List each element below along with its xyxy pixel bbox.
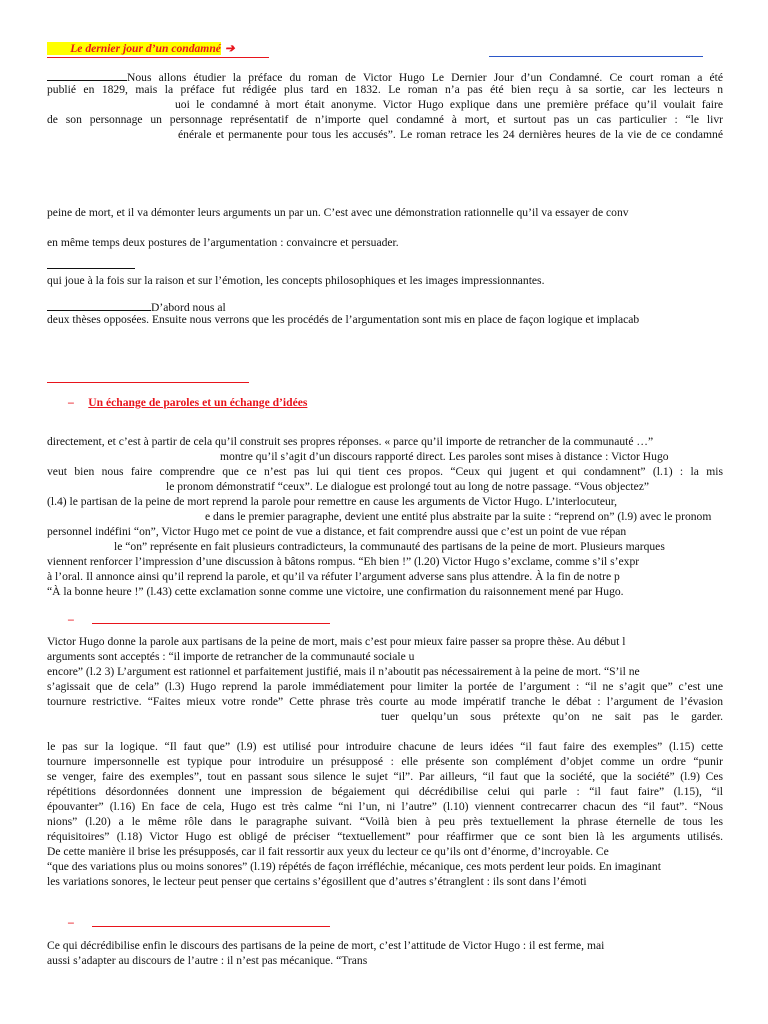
para2-line-1: peine de mort, et il va démonter leurs arguments un par un. C’est avec une démonstration rationnelle qu’il va essayer de conv: [47, 206, 629, 219]
s1-line-8: le “on” représente en fait plusieurs contradicteurs, la communauté des partisans de la peine de mort. Plusieurs marques: [114, 540, 665, 553]
intro-line-1: Nous allons étudier la préface du roman de Victor Hugo Le Dernier Jour d’un Condamné. Ce court roman a été: [47, 68, 723, 85]
section2-underline: [92, 623, 330, 624]
s1-line-4: le pronom démonstratif “ceux”. Le dialogue est prolongé tout au long de notre passage. “Vous objectez”: [166, 480, 650, 493]
s1-line-10: à l’oral. Il annonce ainsi qu’il reprend la parole, et qu’il va réfuter l’argument adverse sans plus attendre. À la fin de notre p: [47, 570, 620, 583]
section3-underline: [92, 926, 330, 927]
para3-line-1: qui joue à la fois sur la raison et sur l’émotion, les concepts philosophiques et les images impressionnantes.: [47, 274, 545, 287]
blue-rule: [489, 56, 703, 57]
intro-line-5: énérale et permanente pour tous les accusés”. Le roman retrace les 24 dernières heures de la vie de ce condamné: [178, 128, 723, 141]
blank-underline-2: [47, 268, 135, 269]
section1-title: Un échange de paroles et un échange d’idées: [88, 396, 308, 409]
s2b-line-1: le pas sur la logique. “Il faut que” (l.9) est utilisé pour introduire chacune de leurs idées “il faut faire des exemples” (l.15) cette: [47, 740, 723, 753]
intro-line-2: publié en 1829, mais la préface fut rédigée plus tard en 1832. Le roman n’a pas été bien reçu à sa sortie, car les lecteurs n: [47, 83, 723, 96]
document-title: [47, 42, 235, 56]
s1-line-3: veut bien nous faire comprendre que ce n’est pas lui qui tient ces propos. “Ceux qui jugent et qui condamnent” (l.1) : la mis: [47, 465, 723, 478]
s2b-line-2: tournure impersonnelle est typique pour introduire un présupposé : elle présente son complément d’objet comme un ordre “punir: [47, 755, 723, 768]
title-highlight: [47, 42, 221, 55]
s1-line-11: “À la bonne heure !” (l.43) cette exclamation sonne comme une victoire, une confirmation du raisonnement mené par Hugo.: [47, 585, 624, 598]
blank-underline: [47, 68, 127, 81]
s2b-line-6: nions” (l.20) a le même rôle dans le paragraphe suivant. “Voilà bien à peu près textuellement la phrase éternelle de tous les: [47, 815, 723, 828]
s1-line-9: viennent renforcer l’impression d’une discussion à bâtons rompus. “Eh bien !” (l.20) Victor Hugo s’exclame, comme s’il s’expr: [47, 555, 640, 568]
s2b-line-9: “que des variations plus ou moins sonores” (l.19) répétés de façon irréfléchie, mécanique, ces mots perdent leur poids. En imaginant: [47, 860, 661, 873]
s1-line-5: (l.4) le partisan de la peine de mort reprend la parole pour remettre en cause les arguments de Victor Hugo. L’interlocuteur,: [47, 495, 618, 508]
s1-line-2: montre qu’il s’agit d’un discours rapporté direct. Les paroles sont mises à distance : Victor Hugo: [220, 450, 669, 463]
blank-underline-3: [47, 298, 151, 311]
title-underline: [47, 57, 269, 58]
s2b-line-8: De cette manière il brise les présupposés, car il fait ressortir aux yeux du lecteur ce qu’ils ont d’énorme, d’incroyable. Ce: [47, 845, 609, 858]
s2-line-4: s’agissait que de cela” (l.3) Hugo reprend la parole immédiatement pour limiter la portée de l’argument : “il ne s’agit que” c’est une: [47, 680, 723, 693]
s2-line-1: Victor Hugo donne la parole aux partisans de la peine de mort, mais c’est pour mieux faire passer sa propre thèse. Au début l: [47, 635, 626, 648]
s1-line-6: e dans le premier paragraphe, devient une entité plus abstraite par la suite : “reprend on” (l.9) avec le pronom: [205, 510, 712, 523]
section1-heading: [68, 396, 307, 410]
s2b-line-5: épouvanter” (l.16) En face de cela, Hugo est très calme “ni l’un, ni l’autre” (l.10) viennent contrecarrer chacun des “il faut”. “Nous: [47, 800, 723, 813]
para4-line-2: deux thèses opposées. Ensuite nous verrons que les procédés de l’argumentation sont mis en place de façon logique et implacab: [47, 313, 640, 326]
s2b-line-7: réquisitoires” (l.18) Victor Hugo est obligé de préciser “textuellement” pour réaffirmer que ce sont bien là les arguments utilisés.: [47, 830, 723, 843]
section2-heading: [68, 613, 74, 627]
arrow-icon: ➔: [224, 42, 235, 55]
section-divider-1: [47, 382, 249, 383]
s1-line-1: directement, et c’est à partir de cela qu’il construit ses propres réponses. « parce qu’il importe de retrancher de la communauté …”: [47, 435, 654, 448]
s2b-line-4: répétitions désordonnées donnent une impression de bégaiement qui décrédibilise celui qui parle : “il faut faire” (l.15), “il: [47, 785, 723, 798]
s3-line-1: Ce qui décrédibilise enfin le discours des partisans de la peine de mort, c’est l’attitude de Victor Hugo : il est ferme, mai: [47, 939, 605, 952]
s3-line-2: aussi s’adapter au discours de l’autre : il n’est pas mécanique. “Trans: [47, 954, 368, 967]
s2-line-5: tournure restrictive. “Faites mieux votre ronde” Cette phrase très courte au mode impératif tranche le débat : l’argument de l’évasion: [47, 695, 723, 708]
intro-line-3: uoi le condamné à mort était anonyme. Victor Hugo explique dans une première préface qu’il voulait faire: [175, 98, 723, 111]
s2-line-3: encore” (l.2 3) L’argument est rationnel et parfaitement justifié, mais il n’aboutit pas nécessairement à la peine de mort. “S’il ne: [47, 665, 640, 678]
para2-line-2: en même temps deux postures de l’argumentation : convaincre et persuader.: [47, 236, 399, 249]
s2b-line-10: les variations sonores, le lecteur peut penser que certains s’égosillent que d’autres s’étranglent : ils sont dans l’émoti: [47, 875, 587, 888]
section2-dash: –: [68, 613, 74, 626]
para4-line-1: D’abord nous al: [47, 298, 723, 315]
intro-line-4: de son personnage un personnage représentatif de n’importe quel condamné à mort, et surtout pas un cas particulier : “le livr: [47, 113, 723, 126]
s2-line-6: tuer quelqu’un sous prétexte qu’on ne sait pas le garder.: [381, 710, 723, 723]
title-text: Le dernier jour d’un condamné: [70, 42, 221, 55]
section3-dash: –: [68, 916, 74, 929]
section3-heading: [68, 916, 74, 930]
s2b-line-3: se venger, faire des exemples”, tout en passant sous silence le sujet “il”. Par ailleurs, “il faut que la société, que la société” (l.9) Ces: [47, 770, 723, 783]
s1-line-7: personnel indéfini “on”, Victor Hugo met ce point de vue a distance, et fait comprendre aussi que c’est un point de vue répan: [47, 525, 627, 538]
s2-line-2: arguments sont acceptés : “il importe de retrancher de la communauté sociale u: [47, 650, 415, 663]
section1-dash: –: [68, 396, 74, 409]
